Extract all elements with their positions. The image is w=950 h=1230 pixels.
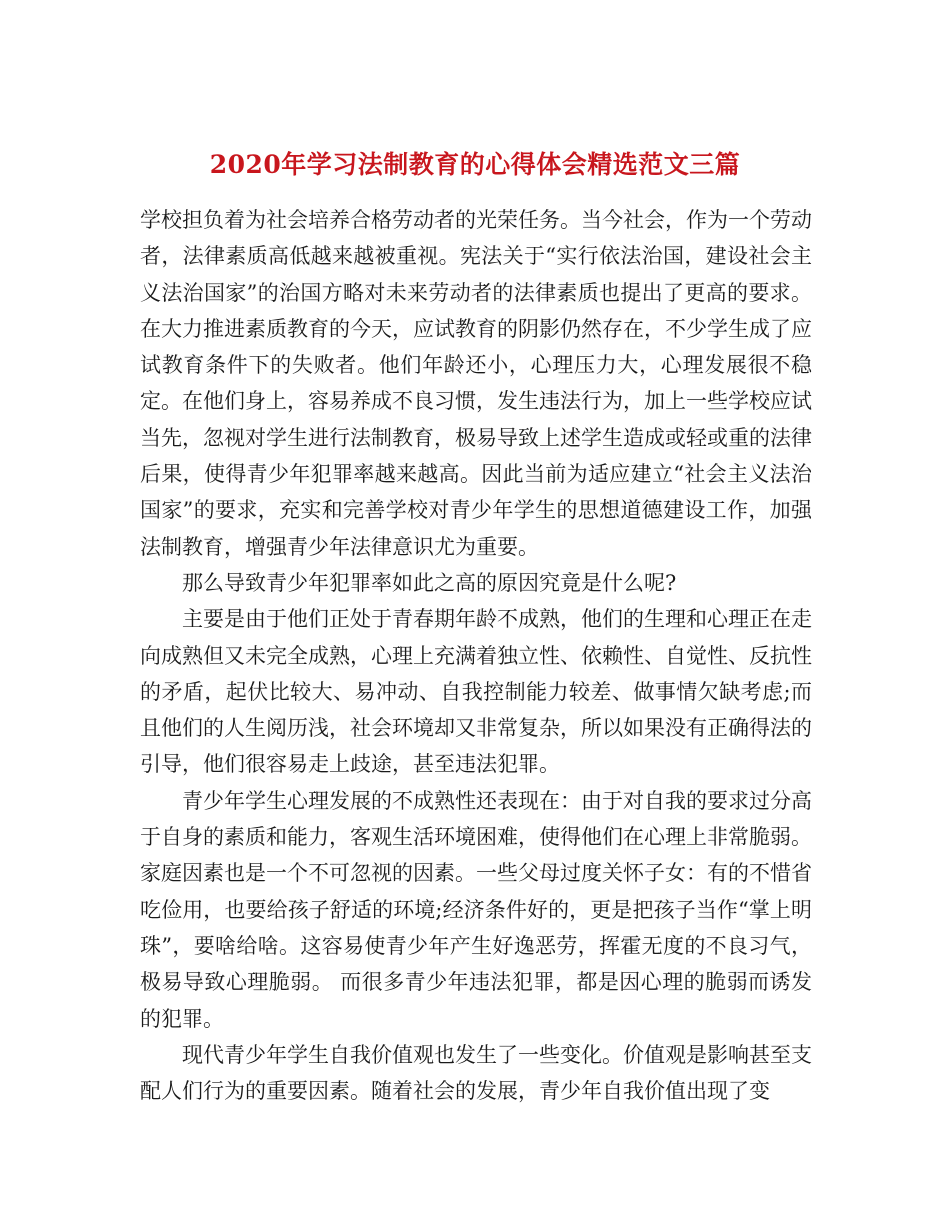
- paragraph-3: 主要是由于他们正处于青春期年龄不成熟，他们的生理和心理正在走向成熟但又未完全成熟，心理上充满着独立性、依赖性、自觉性、反抗性的矛盾，起伏比较大、易冲动、自我控制能力较差、做事情欠缺考虑;而且他们的人生阅历浅，社会环境却又非常复杂，所以如果没有正确得法的引导，他们很容易走上歧途，甚至违法犯罪。: [140, 607, 812, 777]
- paragraph-4: 青少年学生心理发展的不成熟性还表现在：由于对自我的要求过分高于自身的素质和能力，客观生活环境困难，使得他们在心理上非常脆弱。家庭因素也是一个不可忽视的因素。一些父母过度关怀子女：有的不惜省吃俭用，也要给孩子舒适的环境;经济条件好的，更是把孩子当作“掌上明珠”，要啥给啥。这容易使青少年产生好逸恶劳，挥霍无度的不良习气，极易导致心理脆弱。 而很多青少年违法犯罪，都是因心理的脆弱而诱发的犯罪。: [140, 788, 812, 1031]
- paragraph-1: 学校担负着为社会培养合格劳动者的光荣任务。当今社会，作为一个劳动者，法律素质高低越来越被重视。宪法关于“实行依法治国，建设社会主义法治国家”的治国方略对未来劳动者的法律素质也提出了更高的要求。在大力推进素质教育的今天，应试教育的阴影仍然存在，不少学生成了应试教育条件下的失败者。他们年龄还小，心理压力大，心理发展很不稳定。在他们身上，容易养成不良习惯，发生违法行为，加上一些学校应试当先，忽视对学生进行法制教育，极易导致上述学生造成或轻或重的法律后果，使得青少年犯罪率越来越高。因此当前为适应建立“社会主义法治国家”的要求，充实和完善学校对青少年学生的思想道德建设工作，加强法制教育，增强青少年法律意识尤为重要。: [140, 208, 812, 559]
- document-body: [140, 202, 812, 1109]
- paragraph-2: 那么导致青少年犯罪率如此之高的原因究竟是什么呢?: [182, 570, 677, 595]
- paragraph-5: 现代青少年学生自我价值观也发生了一些变化。价值观是影响甚至支配人们行为的重要因素。随着社会的发展，青少年自我价值出现了变: [140, 1042, 812, 1104]
- document-title: 2020年学习法制教育的心得体会精选范文三篇: [209, 149, 741, 179]
